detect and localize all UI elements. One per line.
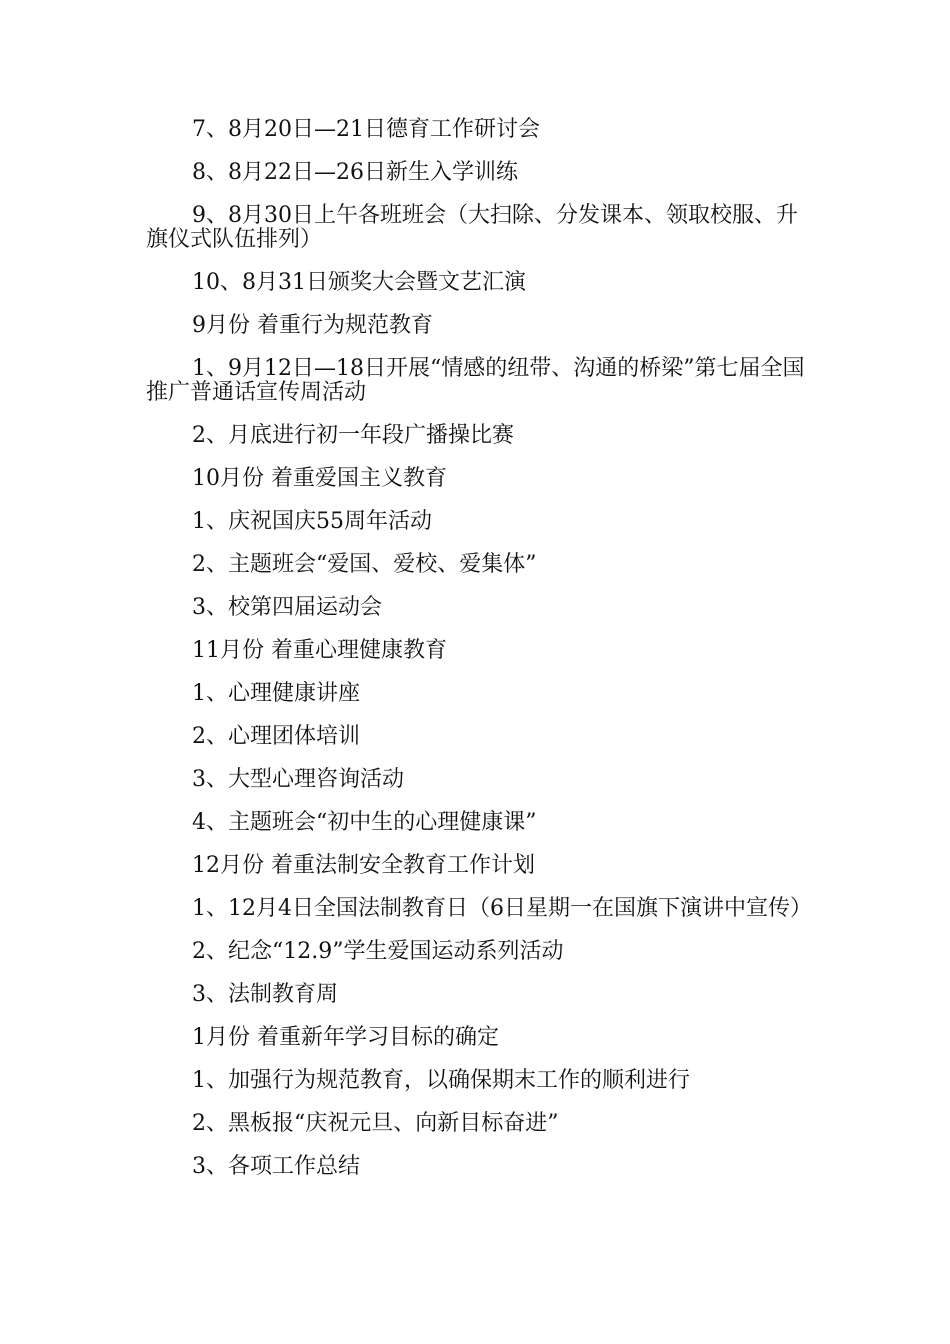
- paragraph-january-3: 3、各项工作总结: [192, 1154, 360, 1179]
- month-heading-september: 9月份 着重行为规范教育: [192, 313, 433, 338]
- paragraph-schedule-8: 8、8月22日—26日新生入学训练: [192, 160, 518, 185]
- paragraph-november-2: 2、心理团体培训: [192, 724, 360, 749]
- paragraph-january-2: 2、黑板报“庆祝元旦、向新目标奋进”: [192, 1111, 559, 1136]
- paragraph-schedule-9: 9、8月30日上午各班班会（大扫除、分发课本、领取校服、升旗仪式队伍排列）: [146, 203, 798, 252]
- paragraph-november-3: 3、大型心理咨询活动: [192, 767, 404, 792]
- month-heading-january: 1月份 着重新年学习目标的确定: [192, 1025, 499, 1050]
- paragraph-schedule-10: 10、8月31日颁奖大会暨文艺汇演: [192, 270, 526, 295]
- month-heading-november: 11月份 着重心理健康教育: [192, 638, 447, 663]
- paragraph-november-4: 4、主题班会“初中生的心理健康课”: [192, 810, 537, 835]
- paragraph-january-1: 1、加强行为规范教育，以确保期末工作的顺利进行: [192, 1068, 690, 1093]
- paragraph-october-2: 2、主题班会“爱国、爱校、爱集体”: [192, 552, 537, 577]
- paragraph-september-1: 1、9月12日—18日开展“情感的纽带、沟通的桥梁”第七届全国推广普通话宣传周活动: [146, 356, 805, 405]
- document-body: [146, 118, 814, 1198]
- paragraph-schedule-7: 7、8月20日—21日德育工作研讨会: [192, 117, 540, 142]
- month-heading-october: 10月份 着重爱国主义教育: [192, 466, 447, 491]
- paragraph-september-2: 2、月底进行初一年段广播操比赛: [192, 423, 514, 448]
- paragraph-december-1: 1、12月4日全国法制教育日（6日星期一在国旗下演讲中宣传）: [192, 896, 812, 921]
- month-heading-december: 12月份 着重法制安全教育工作计划: [192, 853, 535, 878]
- paragraph-december-2: 2、纪念“12.9”学生爱国运动系列活动: [192, 939, 564, 964]
- paragraph-october-3: 3、校第四届运动会: [192, 595, 382, 620]
- paragraph-october-1: 1、庆祝国庆55周年活动: [192, 509, 432, 534]
- paragraph-november-1: 1、心理健康讲座: [192, 681, 360, 706]
- paragraph-december-3: 3、法制教育周: [192, 982, 338, 1007]
